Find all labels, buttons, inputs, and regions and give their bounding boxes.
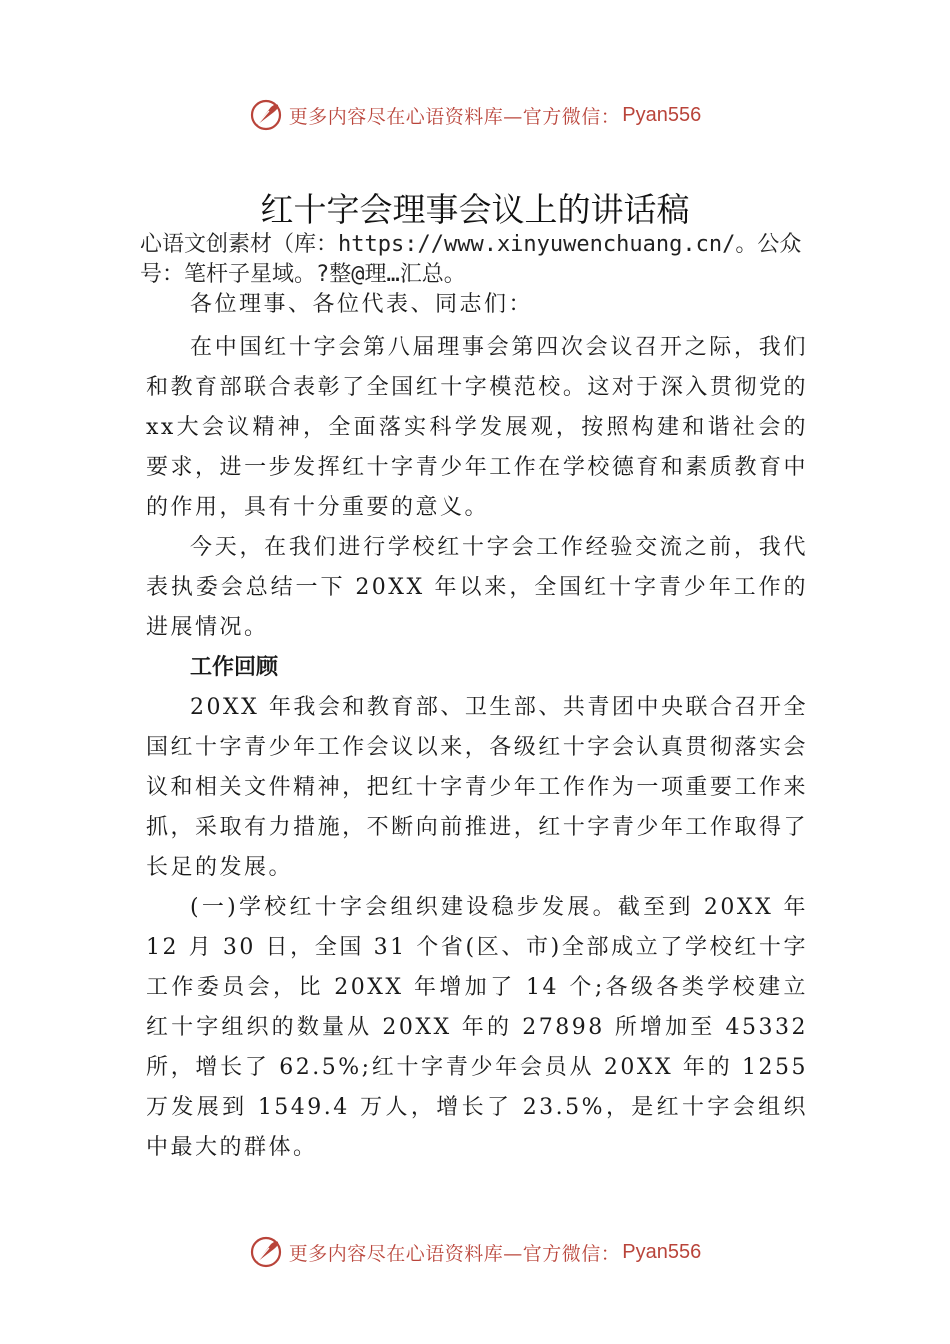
watermark-footer — [0, 1232, 950, 1272]
greeting: 各位理事、各位代表、同志们： — [190, 292, 534, 317]
paragraph-1: 在中国红十字会第八届理事会第四次会议召开之际，我们和教育部联合表彰了全国红十字模范校。这对于深入贯彻党的xx大会议精神，全面落实科学发展观，按照构建和谐社会的要求，进一步发挥红十字青少年工作在学校德育和素质教育中的作用，具有十分重要的意义。 — [146, 335, 808, 520]
quill-logo-icon — [249, 98, 283, 132]
section-heading: 工作回顾 — [190, 655, 279, 680]
watermark-text: 更多内容尽在心语资料库—官方微信： — [288, 105, 621, 128]
document-body — [146, 286, 808, 1168]
watermark-header — [0, 95, 950, 135]
watermark-wechat-id: Pyan556 — [622, 103, 702, 126]
section-paragraph-1: 20XX 年我会和教育部、卫生部、共青团中央联合召开全国红十字青少年工作会议以来，各级红十字会认真贯彻落实会议和相关文件精神，把红十字青少年工作作为一项重要工作来抓，采取有力措施，不断向前推进，红十字青少年工作取得了长足的发展。 — [146, 695, 808, 880]
document-title: 红十字会理事会议上的讲话稿 — [260, 190, 690, 229]
source-line: 心语文创素材（库：https://www.xinyuwenchuang.cn/。公众号：笔杆子星域。?整@理…汇总。 — [140, 232, 802, 287]
paragraph-2: 今天，在我们进行学校红十字会工作经验交流之前，我代表执委会总结一下 20XX 年以来，全国红十字青少年工作的进展情况。 — [146, 535, 808, 640]
watermark-wechat-id: Pyan556 — [622, 1240, 702, 1263]
section-paragraph-2: (一)学校红十字会组织建设稳步发展。截至到 20XX 年 12 月 30 日，全国 31 个省(区、市)全部成立了学校红十字工作委员会，比 20XX 年增加了 14 个;各级各类学校建立红十字组织的数量从 20XX 年的 27898 所增加至 45332 所，增长了 62.5%;红十字青少年会员从 20XX 年的 1255 万发展到 1549.4 万人，增长了 23.5%，是红十字会组织中最大的群体。 — [146, 895, 808, 1160]
quill-logo-icon — [249, 1235, 283, 1269]
watermark-text: 更多内容尽在心语资料库—官方微信： — [288, 1242, 621, 1265]
